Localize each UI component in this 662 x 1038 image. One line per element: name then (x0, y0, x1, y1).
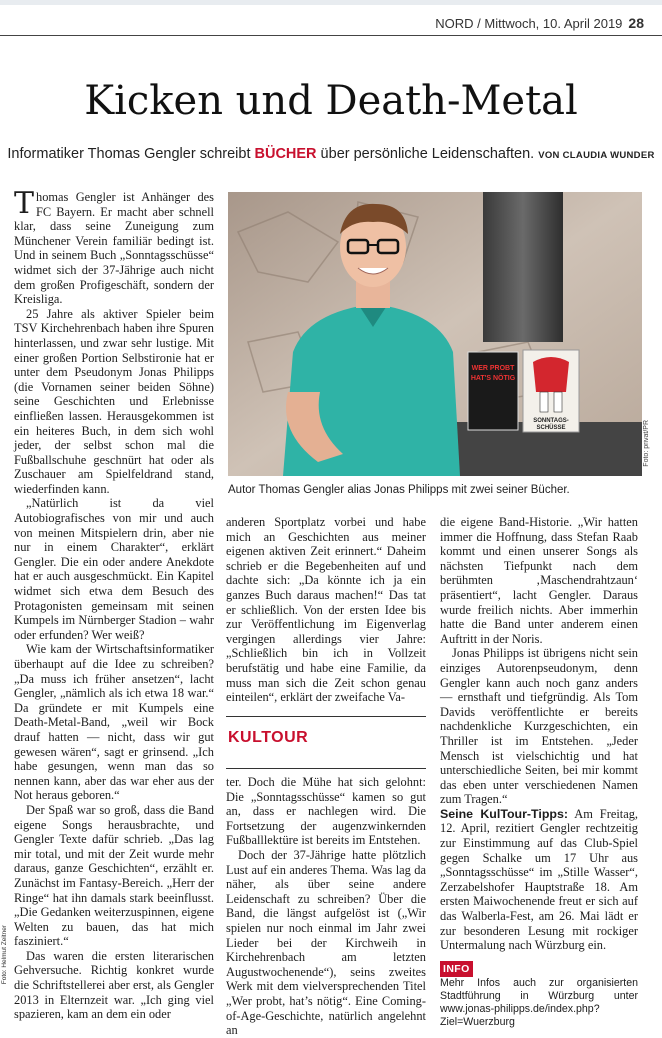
photo-credit-left: Foto: Helmut Zeitner (1, 925, 8, 985)
paragraph: „Natürlich ist da viel Autobiografisches von mir und auch von meinen Mitspielern drin, aber nie nur in einem Charakter“, erklärt Gengler. Die ein oder andere Anekdote hat er auch ausgeschmückt. Ein Kapitel widmet sich etwa dem Besuch des Protagonisten gemeinsam mit seinen Kumpels im Nürnberger Stadion – wahr oder erfunden? Wer weiß? (14, 496, 214, 642)
svg-text:SONNTAGS-: SONNTAGS- (533, 418, 569, 424)
info-badge: INFO (440, 961, 473, 978)
paragraph: Das waren die ersten literarischen Gehversuche. Richtig konkret wurde die Schriftstellerei aber erst, als Gengler 2013 in Elternzeit war. „Ich ging viel spazieren, kam an dem ein oder (14, 948, 214, 1022)
subhead-text-pre: Informatiker Thomas Gengler schreibt (7, 146, 255, 162)
book-wer-probt (468, 352, 518, 430)
paragraph (14, 186, 214, 307)
photo-caption: Autor Thomas Gengler alias Jonas Philipps mit zwei seiner Bücher. (228, 484, 570, 496)
kultour-rule-top (226, 716, 426, 717)
subheadline (0, 146, 662, 162)
paragraph: 25 Jahre als aktiver Spieler beim TSV Kirchehrenbach haben ihre Spuren hinterlassen, und zwar sehr lustige. Mit einer großen Portion Selbstironie hat er unter dem Pseudonym Jonas Philipps (die Vornamen seiner beiden Söhne) seine Geschichten und Erlebnisse einfließen lassen. Herausgekommen ist ein heiteres Buch, in dem sich wohl jeder, der selbst schon mal die Fußballschuhe geschnürt hat oder als Zuschauer am Spielfeldrand stand, wiederfinden kann. (14, 306, 214, 496)
paragraph: Der Spaß war so groß, dass die Band eigene Songs herausbrachte, und Gengler Texte dafür schrieb. „Das lag mir total, und mit der Zeit wurde mehr daraus, ganze Geschichten“, erzählt er. Zunächst im Fantasy-Bereich. „Herr der Ringe“ hat ihn damals stark beeinflusst. „Die Gedanken weiterzuspinnen, eigene Welten zu bauen, das hat mich fasziniert.“ (14, 802, 214, 949)
photo-illustration (228, 192, 642, 476)
paragraph: anderen Sportplatz vorbei und habe mich an Geschichten aus meiner eigenen aktiven Zeit erinnert.“ Daheim schrieb er die Begebenheiten auf und dachte sich: „Da könnte ich ja ein ganzes Buch daraus machen!“ Das tat er schließlich. Von der ersten Idee bis zur Veröffentlichung im Eigenverlag vergingen allerdings vier Jahre: „Schließlich bin ich in Vollzeit berufstätig und habe eine Familie, da muss man sich die Zeit schon genau einteilen“, erklärt der zweifache Va- (226, 515, 426, 705)
paragraph: ter. Doch die Mühe hat sich gelohnt: Die „Sonntagsschüsse“ kamen so gut an, dass er nachlegen wird. Die Fortsetzung der augenzwinkernden Fußballlektüre ist bereits im Entstehen. (226, 775, 426, 848)
article-column-2-lower (226, 775, 426, 1038)
tips-label: Seine KulTour-Tipps: (440, 806, 568, 821)
paragraph: die eigene Band-Historie. „Wir hatten immer die Hoffnung, dass Stefan Raab kommt und einen unserer Songs als nächsten Tiefpunkt nach dem berühmten ‚Maschendrahtzaun‘ präsentiert“, lacht Gengler. Daraus wurde freilich nichts. Aber immerhin hatte die Band unter anderem einen Auftritt in der Noris. (440, 515, 638, 646)
paragraph: Doch der 37-Jährige hatte plötzlich Lust auf ein anderes Thema. Was lag da näher, als über seine andere Leidenschaft zu schreiben? Über die Band, die längst aufgelöst ist („Wir spielen nur noch einmal im Jahr zwei Lieder bei der Kirchweih in Kirchehrenbach am letzten Augustwochenende“), seins zweites Werk mit dem vielversprechenden Titel „Wer probt, hat’s nötig“. Eine Coming-of-Age-Geschichte, natürlich angelehnt an (226, 847, 426, 1038)
kultour-label: KULTOUR (228, 729, 309, 746)
page-header (435, 15, 644, 31)
author-photo (228, 192, 642, 476)
info-box (440, 961, 638, 1030)
page-number: 28 (628, 15, 644, 31)
article-column-3 (440, 515, 638, 1029)
info-text: Mehr Infos auch zur organisierten Stadtführung in Würzburg unter www.jonas-philipps.de/index.php?Ziel=Wuerzburg (440, 977, 638, 1029)
header-rule (0, 35, 662, 36)
svg-text:WER PROBT: WER PROBT (471, 365, 515, 372)
drop-cap: T (14, 186, 35, 221)
subhead-text-post: über persönliche Leidenschaften. (316, 146, 535, 162)
kultour-tips (440, 807, 638, 953)
headline: Kicken und Death-Metal (84, 78, 578, 124)
paragraph: Wie kam der Wirtschaftsinformatiker überhaupt auf die Idee zu schreiben? „Da muss ich früher ansetzen“, lacht Gengler, „nämlich als ich etwa 18 war.“ Da gründete er mit Kumpels eine Death-Metal-Band, „weil wir Bock drauf hatten — nicht, dass wir gut gewesen wären“, sagt er grinsend. „Ich habe gesungen, wenn man das so nennen kann, aber das war eher aus der Not heraus geboren.“ (14, 642, 214, 803)
article-column-2 (226, 515, 426, 705)
author-byline: VON CLAUDIA WUNDER (538, 150, 655, 161)
svg-text:SCHÜSSE: SCHÜSSE (536, 425, 566, 431)
paragraph-text: homas Gengler ist Anhänger des FC Bayern. Er macht aber schnell klar, dass seine Zuneigung zum Münchener Verein familiär bedingt ist. Und in seinem Buch „Sonntagsschüsse“ widmet sich der 37-Jährige auch nicht dem großen Profigeschäft, sondern der Kreisliga. (14, 190, 214, 307)
edition-date: NORD / Mittwoch, 10. April 2019 (435, 16, 623, 31)
tips-text: Am Freitag, 12. April, rezitiert Gengler rechtzeitig zur Einstimmung auf das Club-Spiel gegen Schalke um 17 Uhr aus „Sonntagsschüsse“ im „Stille Wasser“, Zerzabelshofer Hauptstraße 18. Am ersten Maiwochenende freut er sich auf das Walberla-Fest, am 26. Mai lädt er zur besonderen Lesung mit rockiger Untermalung nach Würzburg ein. (440, 806, 638, 953)
svg-text:HAT'S NÖTIG: HAT'S NÖTIG (470, 375, 516, 382)
paragraph: Jonas Philipps ist übrigens nicht sein einziges Autorenpseudonym, denn Gengler kann auch noch ganz anders — ernsthaft und tiefgründig. Als Tom Davids veröffentlichte er bereits nachdenkliche Kurzgeschichten, ein Thriller ist im Entstehen. „Jeder Mensch ist vielschichtig und hat unterschiedliche Seiten, bei mir kommt das eben unter verschiedenen Namen zum Tragen.“ (440, 646, 638, 807)
subhead-highlight: BÜCHER (254, 146, 317, 162)
photo-credit: Foto: privat/PR (643, 420, 650, 467)
stove-pipe (483, 192, 563, 342)
article-column-1 (14, 186, 214, 1022)
top-bar (0, 0, 662, 5)
kultour-rule-bottom (226, 768, 426, 769)
